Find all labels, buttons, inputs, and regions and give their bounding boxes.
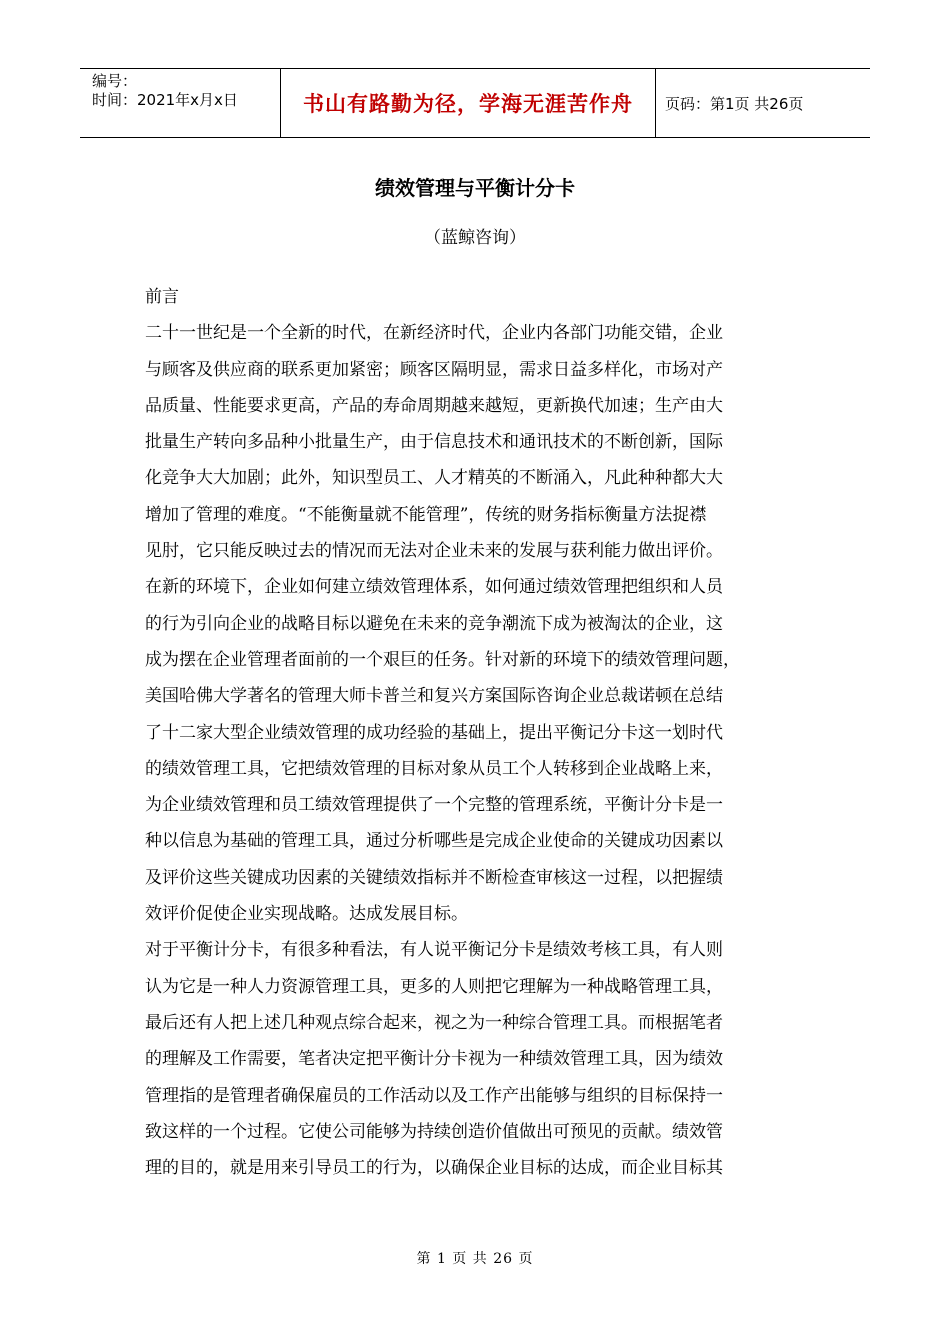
body-text-line: 增加了管理的难度。“不能衡量就不能管理”，传统的财务指标衡量方法捉襟: [145, 504, 707, 525]
header-motto: 书山有路勤为径，学海无涯苦作舟: [280, 69, 656, 137]
document-subtitle: （蓝鲸咨询）: [424, 228, 526, 248]
body-text-line: 理的目的，就是用来引导员工的行为，以确保企业目标的达成，而企业目标其: [145, 1158, 723, 1179]
body-text-line: 致这样的一个过程。它使公司能够为持续创造价值做出可预见的贡献。绩效管: [145, 1121, 723, 1142]
body-text-line: 前言: [145, 287, 179, 307]
body-text-line: 为企业绩效管理和员工绩效管理提供了一个完整的管理系统，平衡计分卡是一: [145, 795, 723, 816]
body-text-line: 的理解及工作需要，笔者决定把平衡计分卡视为一种绩效管理工具，因为绩效: [145, 1049, 723, 1070]
body-text-line: 批量生产转向多品种小批量生产，由于信息技术和通讯技术的不断创新，国际: [145, 432, 723, 453]
body-text-line: 二十一世纪是一个全新的时代，在新经济时代，企业内各部门功能交错，企业: [145, 323, 723, 344]
page-footer: 第 1 页 共 26 页: [416, 1251, 534, 1267]
body-text-line: 成为摆在企业管理者面前的一个艰巨的任务。针对新的环境下的绩效管理问题，: [145, 649, 740, 670]
body-text-line: 及评价这些关键成功因素的关键绩效指标并不断检查审核这一过程，以把握绩: [145, 867, 723, 888]
body-text-line: 化竞争大大加剧；此外，知识型员工、人才精英的不断涌入，凡此种种都大大: [145, 468, 723, 489]
header-page-info: 页码：第1页 共26页: [665, 94, 804, 113]
body-text-line: 在新的环境下，企业如何建立绩效管理体系，如何通过绩效管理把组织和人员: [145, 577, 723, 598]
body-text-line: 认为它是一种人力资源管理工具，更多的人则把它理解为一种战略管理工具，: [145, 976, 723, 997]
body-text-line: 品质量、性能要求更高，产品的寿命周期越来越短，更新换代加速；生产由大: [145, 395, 723, 416]
header-meta-cell: [80, 69, 280, 137]
body-text-line: 与顾客及供应商的联系更加紧密；顾客区隔明显，需求日益多样化，市场对产: [145, 359, 723, 380]
document-body: [145, 279, 803, 1186]
body-text-line: 最后还有人把上述几种观点综合起来，视之为一种综合管理工具。而根据笔者: [145, 1012, 723, 1033]
body-text-line: 了十二家大型企业绩效管理的成功经验的基础上，提出平衡记分卡这一划时代: [145, 722, 723, 743]
body-text-line: 管理指的是管理者确保雇员的工作活动以及工作产出能够与组织的目标保持一: [145, 1085, 723, 1106]
body-text-line: 美国哈佛大学著名的管理大师卡普兰和复兴方案国际咨询企业总裁诺顿在总结: [145, 686, 723, 707]
document-title: 绩效管理与平衡计分卡: [375, 176, 575, 200]
body-text-line: 对于平衡计分卡，有很多种看法，有人说平衡记分卡是绩效考核工具，有人则: [145, 940, 723, 961]
header-table: [80, 68, 870, 138]
body-text-line: 效评价促使企业实现战略。达成发展目标。: [145, 904, 468, 925]
document-time-label: 时间：2021年x月x日: [92, 91, 238, 109]
body-text-line: 的行为引向企业的战略目标以避免在未来的竞争潮流下成为被淘汰的企业，这: [145, 613, 723, 634]
body-text-line: 种以信息为基础的管理工具，通过分析哪些是完成企业使命的关键成功因素以: [145, 831, 723, 852]
document-number-label: 编号：: [92, 72, 138, 90]
body-text-line: 的绩效管理工具，它把绩效管理的目标对象从员工个人转移到企业战略上来，: [145, 758, 723, 779]
body-text-line: 见肘，它只能反映过去的情况而无法对企业未来的发展与获利能力做出评价。: [145, 541, 723, 562]
